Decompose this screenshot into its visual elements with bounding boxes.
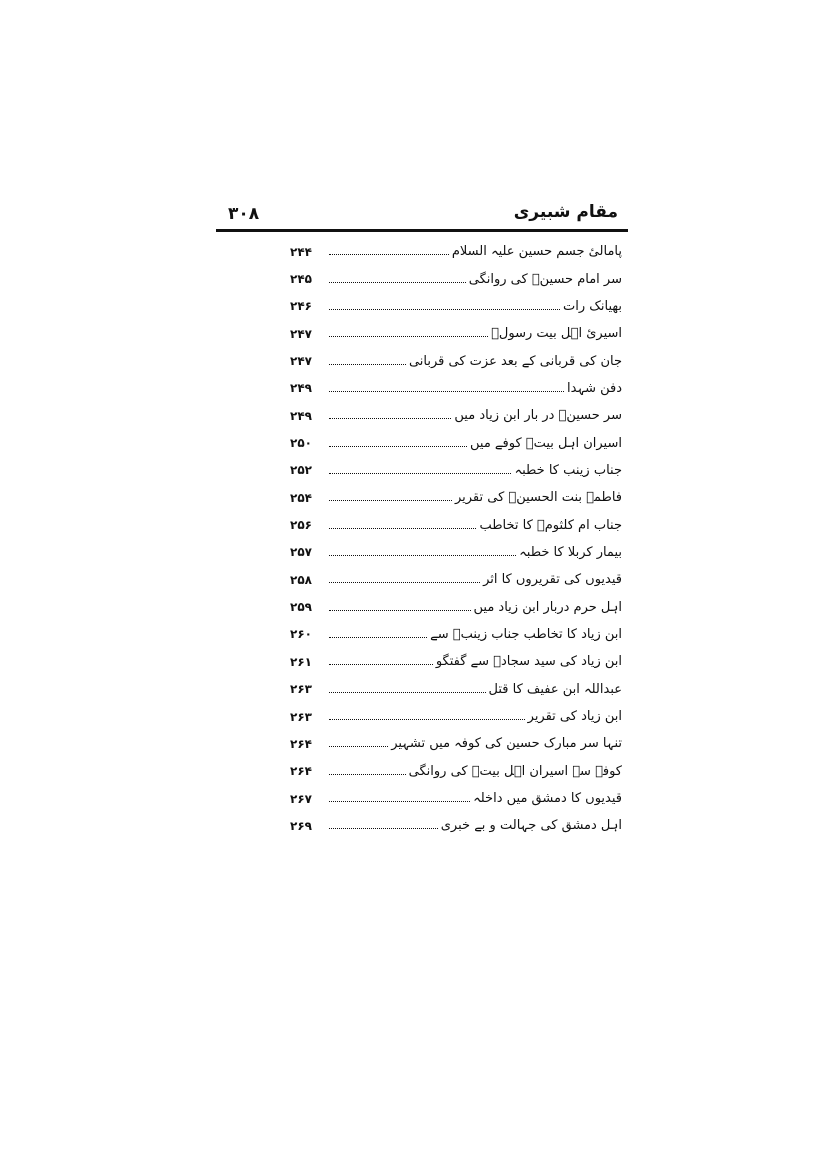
toc-page-number: ۲۵۸ bbox=[290, 572, 312, 587]
toc-entry bbox=[290, 375, 622, 402]
toc-entry bbox=[290, 785, 622, 812]
toc-entry bbox=[290, 484, 622, 511]
toc-entry bbox=[290, 648, 622, 675]
toc-entry bbox=[290, 539, 622, 566]
toc-title: کوفہ سے اسیران اہل بیتؑ کی روانگی bbox=[408, 763, 622, 779]
toc-leader-dots bbox=[329, 664, 433, 665]
toc-page-number: ۲۶۰ bbox=[290, 627, 312, 642]
toc-page-number: ۲۴۶ bbox=[290, 299, 312, 314]
toc-title: سر حسینؑ در بار ابن زیاد میں bbox=[454, 408, 622, 424]
toc-page-number: ۲۶۳ bbox=[290, 682, 312, 697]
toc-page-number: ۲۶۱ bbox=[290, 654, 312, 669]
toc-entry bbox=[290, 238, 622, 265]
toc-leader-dots bbox=[329, 473, 511, 474]
toc-title: بیمار کربلا کا خطبہ bbox=[519, 544, 622, 560]
toc-leader-dots bbox=[329, 582, 480, 583]
toc-entry bbox=[290, 758, 622, 785]
toc-leader-dots bbox=[329, 801, 470, 802]
header-rule bbox=[216, 229, 628, 232]
toc-leader-dots bbox=[329, 364, 406, 365]
toc-leader-dots bbox=[329, 254, 449, 255]
toc-title: قیدیوں کا دمشق میں داخلہ bbox=[473, 791, 622, 807]
toc-leader-dots bbox=[329, 719, 525, 720]
toc-entry bbox=[290, 347, 622, 374]
toc-entry bbox=[290, 730, 622, 757]
toc-title: اسیران اہل بیتؑ کوفے میں bbox=[470, 435, 622, 451]
toc-title: اہل دمشق کی جہالت و بے خبری bbox=[440, 818, 622, 834]
page-number: ۳۰۸ bbox=[228, 204, 260, 224]
page-header bbox=[216, 200, 628, 232]
toc-page-number: ۲۴۷ bbox=[290, 354, 312, 369]
toc-page-number: ۲۵۴ bbox=[290, 490, 312, 505]
toc-entry bbox=[290, 676, 622, 703]
toc-entry bbox=[290, 457, 622, 484]
toc-page-number: ۲۴۹ bbox=[290, 381, 312, 396]
toc-entry bbox=[290, 402, 622, 429]
toc-leader-dots bbox=[329, 637, 427, 638]
toc-title: جان کی قربانی کے بعد عزت کی قربانی bbox=[408, 353, 622, 369]
toc-page-number: ۲۶۹ bbox=[290, 818, 312, 833]
toc-page-number: ۲۴۷ bbox=[290, 326, 312, 341]
toc-leader-dots bbox=[329, 391, 564, 392]
toc-leader-dots bbox=[329, 828, 438, 829]
toc-title: فاطمہ بنت الحسینؑ کی تقریر bbox=[454, 490, 622, 506]
toc-entry bbox=[290, 429, 622, 456]
toc-title: جناب ام کلثومؑ کا تخاطب bbox=[479, 517, 622, 533]
toc-entry bbox=[290, 703, 622, 730]
toc-entry bbox=[290, 812, 622, 839]
toc-page-number: ۲۴۴ bbox=[290, 244, 312, 259]
toc-title: دفن شہدا bbox=[567, 380, 622, 396]
book-title: مقام شبیری bbox=[513, 202, 618, 222]
toc-page-number: ۲۶۳ bbox=[290, 709, 312, 724]
toc-leader-dots bbox=[329, 555, 516, 556]
toc-title: پامالیٔ جسم حسین علیہ السلام bbox=[451, 244, 622, 260]
toc-leader-dots bbox=[329, 746, 388, 747]
toc-leader-dots bbox=[329, 528, 476, 529]
toc-leader-dots bbox=[329, 418, 451, 419]
toc-leader-dots bbox=[329, 500, 452, 501]
toc-leader-dots bbox=[329, 774, 406, 775]
toc-page-number: ۲۵۰ bbox=[290, 436, 312, 451]
toc-entry bbox=[290, 593, 622, 620]
toc-leader-dots bbox=[329, 692, 486, 693]
toc-title: جناب زینب کا خطبہ bbox=[514, 462, 622, 478]
toc-title: تنہا سر مبارک حسین کی کوفہ میں تشہیر bbox=[391, 736, 622, 752]
toc-title: اسیریٔ اہل بیت رسولؐ bbox=[491, 326, 622, 342]
toc-leader-dots bbox=[329, 446, 467, 447]
toc-page-number: ۲۶۷ bbox=[290, 791, 312, 806]
toc-page-number: ۲۵۷ bbox=[290, 545, 312, 560]
toc-page-number: ۲۵۶ bbox=[290, 518, 312, 533]
toc-title: ابن زیاد کی سید سجادؑ سے گفتگو bbox=[435, 654, 622, 670]
toc-title: قیدیوں کی تقریروں کا اثر bbox=[483, 572, 622, 588]
toc-title: اہل حرم دربار ابن زیاد میں bbox=[473, 599, 622, 615]
toc-page-number: ۲۶۴ bbox=[290, 764, 312, 779]
toc-leader-dots bbox=[329, 309, 560, 310]
toc-page-number: ۲۴۵ bbox=[290, 272, 312, 287]
toc-page-number: ۲۶۴ bbox=[290, 736, 312, 751]
toc-title: عبداللہ ابن عفیف کا قتل bbox=[488, 681, 622, 697]
toc-entry bbox=[290, 293, 622, 320]
toc-leader-dots bbox=[329, 336, 488, 337]
toc-title: سر امام حسینؑ کی روانگی bbox=[468, 271, 622, 287]
table-of-contents bbox=[290, 238, 622, 840]
toc-title: بھیانک رات bbox=[562, 298, 622, 314]
toc-title: ابن زیاد کی تقریر bbox=[527, 709, 622, 725]
toc-entry bbox=[290, 265, 622, 292]
toc-entry bbox=[290, 511, 622, 538]
toc-page-number: ۲۵۲ bbox=[290, 463, 312, 478]
toc-title: ابن زیاد کا تخاطب جناب زینبؑ سے bbox=[430, 626, 622, 642]
toc-page-number: ۲۴۹ bbox=[290, 408, 312, 423]
toc-page-number: ۲۵۹ bbox=[290, 600, 312, 615]
toc-entry bbox=[290, 320, 622, 347]
toc-leader-dots bbox=[329, 610, 471, 611]
toc-entry bbox=[290, 566, 622, 593]
toc-leader-dots bbox=[329, 282, 466, 283]
toc-entry bbox=[290, 621, 622, 648]
